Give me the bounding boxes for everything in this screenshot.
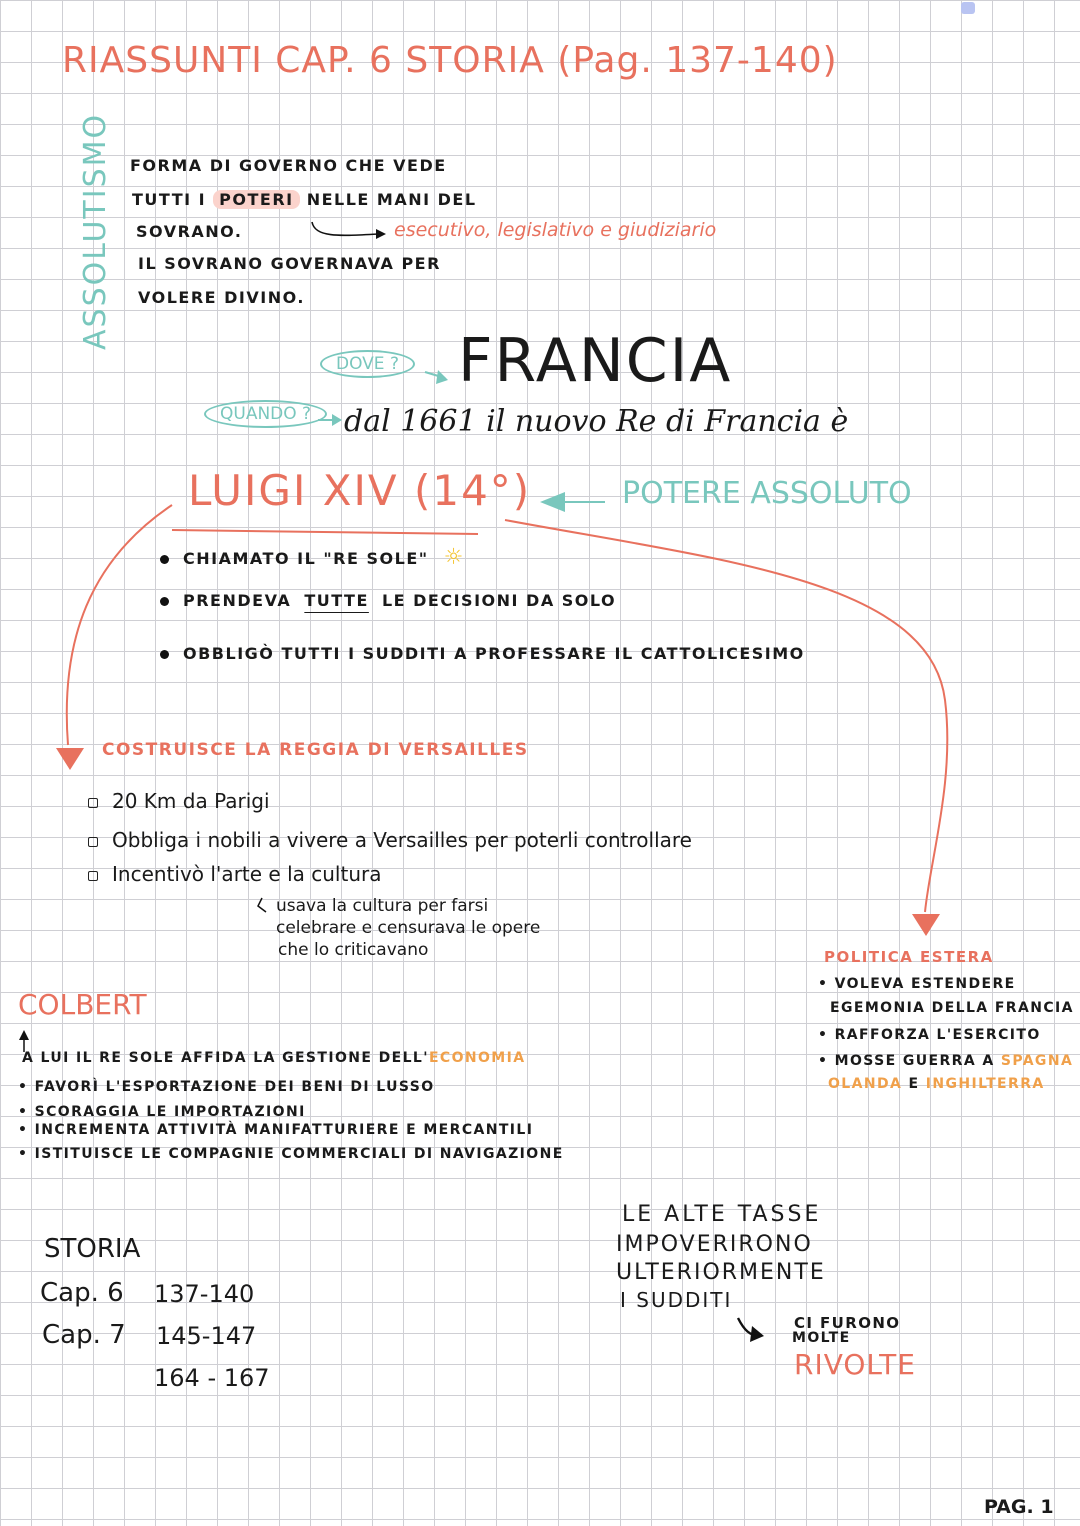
bullet-icon: [160, 597, 169, 606]
foreign-item-3: • MOSSE GUERRA A SPAGNA: [818, 1053, 1074, 1069]
arrow-to-versailles: [67, 505, 172, 745]
storia-row-2-cap: Cap. 7: [42, 1320, 126, 1350]
colbert-item-4: • ISTITUISCE LE COMPAGNIE COMMERCIALI DI NAVIGAZIONE: [18, 1146, 564, 1162]
side-label: ASSOLUTISMO: [78, 112, 113, 350]
checkbox-icon: [88, 798, 98, 808]
economia-label: ECONOMIA: [428, 1050, 526, 1066]
checkbox-icon: [88, 871, 98, 881]
page-number: PAG. 1: [984, 1496, 1054, 1518]
foreign-item-1b: EGEMONIA DELLA FRANCIA: [830, 1000, 1074, 1016]
country-spagna: SPAGNA: [1000, 1053, 1074, 1069]
definition-line4: IL SOVRANO GOVERNAVA PER: [138, 254, 441, 273]
bullet-icon: •: [818, 1053, 835, 1069]
potere-assoluto: POTERE ASSOLUTO: [622, 476, 912, 511]
arrow-to-foreign-head: [912, 914, 940, 936]
bullet-icon: •: [18, 1104, 35, 1120]
king-bullet-2: PRENDEVA TUTTE LE DECISIONI DA SOLO: [160, 591, 616, 610]
storia-row-3-pages: 164 - 167: [154, 1364, 270, 1392]
definition-line2-b: NELLE MANI DEL: [306, 190, 477, 209]
corner-marker: [961, 2, 975, 14]
taxes-result-2: MOLTE: [792, 1330, 851, 1346]
country-inghilterra: INGHILTERRA: [925, 1076, 1045, 1092]
page-title: RIASSUNTI CAP. 6 STORIA (Pag. 137-140): [62, 40, 838, 81]
arrow-potere-head: [540, 492, 565, 512]
poteri-highlight: POTERI: [213, 190, 299, 209]
country-olanda: OLANDA: [828, 1076, 903, 1092]
arrow-to-foreign: [505, 520, 947, 912]
definition-line3: SOVRANO.: [136, 222, 243, 241]
foreign-item-3b: OLANDA E INGHILTERRA: [828, 1076, 1045, 1092]
versailles-item-2: Obbliga i nobili a vivere a Versailles per poterli controllare: [88, 828, 692, 852]
francia-heading: FRANCIA: [458, 326, 733, 396]
colbert-item-1: • FAVORÌ L'ESPORTAZIONE DEI BENI DI LUSSO: [18, 1079, 435, 1095]
storia-row-2-pages: 145-147: [156, 1322, 257, 1350]
colbert-intro: A LUI IL RE SOLE AFFIDA LA GESTIONE DELL'ECONOMIA: [22, 1050, 526, 1066]
bullet-icon: [160, 555, 169, 564]
dove-oval: DOVE ?: [320, 350, 415, 378]
king-underline: [172, 530, 478, 534]
taxes-line-4: I SUDDITI: [620, 1288, 733, 1312]
storia-row-1-cap: Cap. 6: [40, 1278, 124, 1308]
powers-text: esecutivo, legislativo e giudiziario: [394, 219, 717, 241]
quando-text: dal 1661 il nuovo Re di Francia è: [344, 404, 849, 439]
versailles-item-1: 20 Km da Parigi: [88, 789, 270, 813]
definition-line2-a: TUTTI I: [132, 190, 207, 209]
king-name: LUIGI XIV (14°): [188, 466, 532, 515]
colbert-heading: COLBERT: [18, 988, 147, 1021]
versailles-item-3: Incentivò l'arte e la cultura: [88, 862, 381, 886]
arrow-powers: [312, 222, 378, 235]
bullet-icon: •: [18, 1079, 35, 1095]
colbert-item-2: • SCORAGGIA LE IMPORTAZIONI: [18, 1104, 306, 1120]
tutte-underlined: TUTTE: [304, 591, 369, 610]
king-bullet-1: CHIAMATO IL "RE SOLE" ☼: [160, 545, 465, 570]
versailles-note-1: usava la cultura per farsi: [276, 896, 489, 916]
bullet-icon: [160, 650, 169, 659]
versailles-note-2: celebrare e censurava le opere: [276, 918, 541, 938]
storia-title: STORIA: [44, 1234, 141, 1264]
arrow-to-versailles-head: [56, 748, 84, 770]
taxes-line-3: ULTERIORMENTE: [616, 1260, 826, 1285]
versailles-heading: COSTRUISCE LA REGGIA DI VERSAILLES: [102, 740, 529, 760]
bullet-icon: •: [18, 1122, 35, 1138]
bullet-icon: •: [818, 1027, 835, 1043]
definition-line5: VOLERE DIVINO.: [138, 288, 305, 307]
sun-icon: ☼: [443, 545, 465, 570]
versailles-note-3: che lo criticavano: [278, 940, 429, 960]
foreign-item-2: • RAFFORZA L'ESERCITO: [818, 1027, 1041, 1043]
definition-line2: [132, 190, 477, 209]
quando-oval: QUANDO ?: [204, 400, 327, 428]
bracket-note: [258, 898, 266, 912]
colbert-item-3: • INCREMENTA ATTIVITÀ MANIFATTURIERE E MERCANTILI: [18, 1122, 534, 1138]
king-bullet-3: OBBLIGÒ TUTTI I SUDDITI A PROFESSARE IL CATTOLICESIMO: [160, 644, 805, 663]
definition-line1: FORMA DI GOVERNO CHE VEDE: [130, 156, 447, 175]
bullet-icon: •: [18, 1146, 35, 1162]
bullet-icon: •: [818, 976, 835, 992]
storia-row-1-pages: 137-140: [154, 1280, 255, 1308]
checkbox-icon: [88, 837, 98, 847]
foreign-heading: POLITICA ESTERA: [824, 948, 994, 966]
foreign-item-1: • VOLEVA ESTENDERE: [818, 976, 1016, 992]
rivolte-label: RIVOLTE: [794, 1348, 916, 1381]
taxes-result-1: CI FURONO: [794, 1314, 901, 1332]
taxes-line-2: IMPOVERIRONO: [616, 1232, 813, 1257]
taxes-line-1: LE ALTE TASSE: [622, 1202, 822, 1227]
